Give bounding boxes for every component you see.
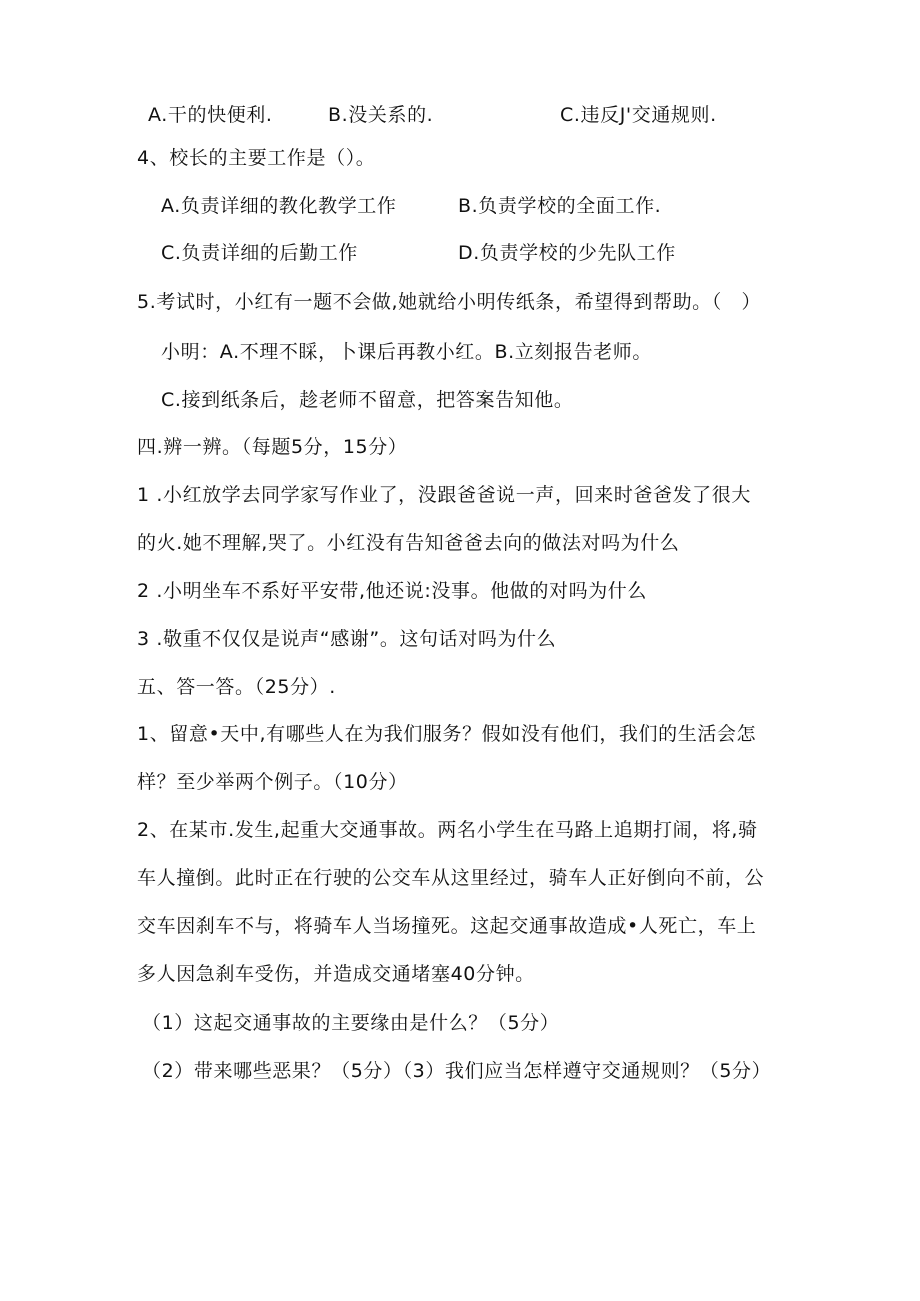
section5-q2-line2: 车人撞倒。此时正在行驶的公交车从这里经过，骑车人正好倒向不前，公 — [137, 867, 765, 889]
q4-option-a: A.负责详细的教化教学工作 — [161, 195, 397, 217]
section4-title: 四.辨一辨。（每题5分，15分） — [137, 436, 408, 458]
section5-q1-line2: 样？至少举两个例子。（10分） — [137, 771, 408, 793]
q4-option-d: D.负责学校的少先队工作 — [458, 242, 676, 264]
q4-option-b: B.负责学校的全面工作. — [458, 195, 662, 217]
q5-line2: 小明：A.不理不睬，卜课后再教小红。B.立刻报告老师。 — [161, 341, 652, 363]
q5-line3: C.接到纸条后，趁老师不留意，把答案告知他。 — [161, 389, 574, 411]
q4-stem: 4、校长的主要工作是（）。 — [137, 147, 376, 169]
q4-option-c: C.负责详细的后勤工作 — [161, 242, 358, 264]
section5-title: 五、答一答。（25分）. — [137, 676, 336, 698]
section5-q2-line3: 交车因刹车不与，将骑车人当场撞死。这起交通事故造成•人死亡，车上 — [137, 915, 757, 937]
section5-sub1: （1）这起交通事故的主要缘由是什么？（5分） — [142, 1012, 560, 1034]
q3-option-b: B.没关系的. — [328, 104, 434, 126]
q3-option-c: C.违反J'交通规则. — [560, 104, 717, 126]
section5-sub2-3: （2）带来哪些恶果？（5分）（3）我们应当怎样遵守交通规则？（5分） — [142, 1060, 772, 1082]
q5-stem: 5.考试时，小红有一题不会做,她就给小明传纸条，希望得到帮助。（ ） — [137, 291, 762, 313]
section5-q1-line1: 1、留意•天中,有哪些人在为我们服务？假如没有他们，我们的生活会怎 — [137, 723, 757, 745]
q3-option-a: A.干的快便利. — [148, 104, 273, 126]
section5-q2-line4: 多人因急刹车受伤，并造成交通堵塞40分钟。 — [137, 963, 535, 985]
section5-q2-line1: 2、在某市.发生,起重大交通事故。两名小学生在马路上追期打闹，将,骑 — [137, 819, 758, 841]
section4-item3: 3 .敬重不仅仅是说声“感谢”。这句话对吗为什么 — [137, 628, 557, 650]
section4-item2: 2 .小明坐车不系好平安带,他还说:没事。他做的对吗为什么 — [137, 580, 648, 602]
section4-item1-line2: 的火.她不理解,哭了。小红没有告知爸爸去向的做法对吗为什么 — [137, 532, 680, 554]
section4-item1-line1: 1 .小红放学去同学家写作业了，没跟爸爸说一声，回来时爸爸发了很大 — [137, 484, 751, 506]
